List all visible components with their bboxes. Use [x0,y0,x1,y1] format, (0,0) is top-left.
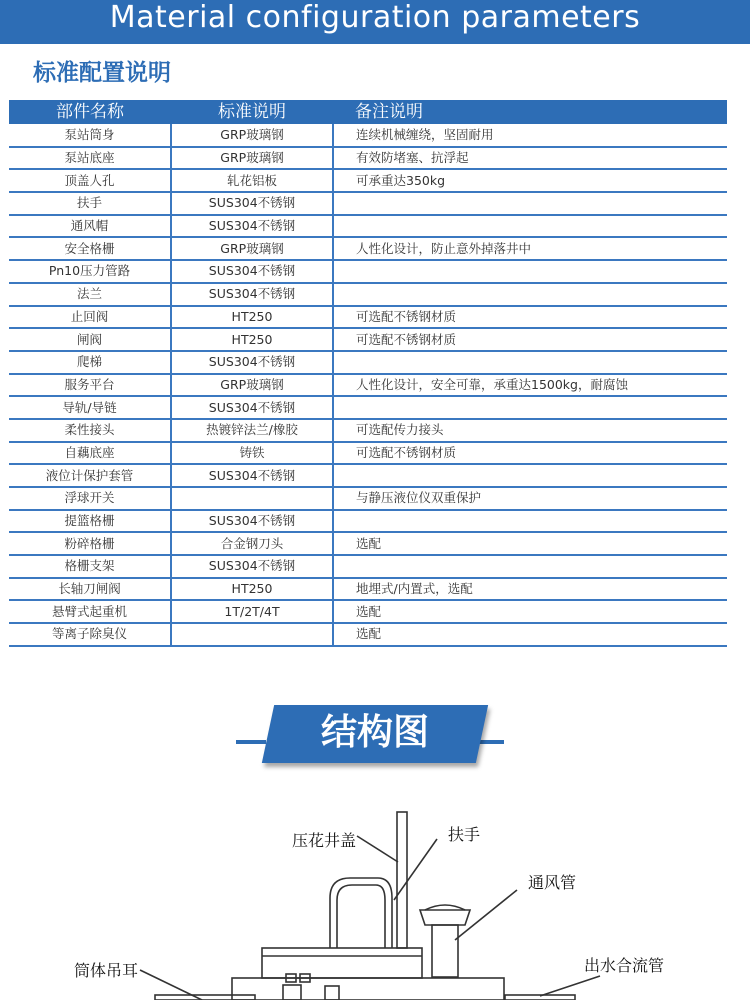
header-standard: 标准说明 [218,102,286,122]
standard-cell: GRP玻璃钢 [171,147,333,170]
remarks-cell: 可承重达350kg [333,169,727,192]
remarks-cell [333,351,727,374]
standard-cell: 热镀锌法兰/橡胶 [171,419,333,442]
part-name-cell: Pn10压力管路 [9,260,171,283]
header-part-name: 部件名称 [56,102,124,122]
table-row [9,510,727,533]
leader-vent [455,890,517,940]
standard-cell: SUS304不锈钢 [171,283,333,306]
part-name-cell: 闸阀 [9,328,171,351]
table-row [9,396,727,419]
part-name-cell: 液位计保护套管 [9,464,171,487]
standard-cell [171,623,333,646]
part-name-cell: 格栅支架 [9,555,171,578]
header-bar [0,0,750,44]
title-dash-left [236,740,266,744]
part-name-cell: 粉碎格栅 [9,532,171,555]
part-name-cell: 泵站底座 [9,147,171,170]
part-name-cell: 顶盖人孔 [9,169,171,192]
standard-cell: SUS304不锈钢 [171,464,333,487]
standard-cell: GRP玻璃钢 [171,237,333,260]
part-name-cell: 服务平台 [9,374,171,397]
table-row [9,374,727,397]
standard-cell: HT250 [171,578,333,601]
standard-cell: SUS304不锈钢 [171,192,333,215]
handrail-post [397,812,407,948]
structure-title: 结构图 [320,712,429,753]
standard-cell: HT250 [171,328,333,351]
part-name-cell: 爬梯 [9,351,171,374]
table-row [9,283,727,306]
remarks-cell: 可选配不锈钢材质 [333,328,727,351]
header-remarks: 备注说明 [355,102,423,122]
label-lifting-lug: 筒体吊耳 [74,961,139,980]
remarks-cell [333,464,727,487]
table-row [9,192,727,215]
standard-cell [171,487,333,510]
remarks-cell: 连续机械缠绕，坚固耐用 [333,124,727,147]
standard-cell: GRP玻璃钢 [171,124,333,147]
part-name-cell: 通风帽 [9,215,171,238]
section-subtitle: 标准配置说明 [33,60,171,86]
table-row [9,487,727,510]
remarks-cell: 可选配不锈钢材质 [333,306,727,329]
standard-cell: SUS304不锈钢 [171,555,333,578]
table-row [9,328,727,351]
structure-section-title [0,705,750,763]
table-row [9,147,727,170]
table-row [9,578,727,601]
remarks-cell: 可选配传力接头 [333,419,727,442]
label-outlet-pipe: 出水合流管 [584,956,665,975]
table-row [9,169,727,192]
remarks-cell: 可选配不锈钢材质 [333,442,727,465]
part-name-cell: 导轨/导链 [9,396,171,419]
table-row [9,600,727,623]
table-header-row [9,100,727,124]
standard-cell: SUS304不锈钢 [171,396,333,419]
standard-cell: 1T/2T/4T [171,600,333,623]
table-row [9,351,727,374]
part-name-cell: 法兰 [9,283,171,306]
structure-diagram [0,790,750,1000]
part-name-cell: 柔性接头 [9,419,171,442]
page-title: Material configuration parameters [109,0,641,35]
standard-cell: GRP玻璃钢 [171,374,333,397]
part-name-cell: 止回阀 [9,306,171,329]
table-row [9,464,727,487]
tank-top [232,978,504,1000]
standard-cell: 合金钢刀头 [171,532,333,555]
part-name-cell: 泵站筒身 [9,124,171,147]
standard-cell: 轧花铝板 [171,169,333,192]
vent-cap [420,910,470,925]
remarks-cell: 地埋式/内置式，选配 [333,578,727,601]
table-row [9,623,727,646]
leader-cover [357,836,398,862]
table-row [9,442,727,465]
remarks-cell [333,283,727,306]
label-vent: 通风管 [528,873,577,892]
remarks-cell [333,192,727,215]
remarks-cell: 选配 [333,600,727,623]
standard-cell: HT250 [171,306,333,329]
part-name-cell: 浮球开关 [9,487,171,510]
part-name-cell: 安全格栅 [9,237,171,260]
part-name-cell: 提篮格栅 [9,510,171,533]
standard-cell: 铸铁 [171,442,333,465]
part-name-cell: 扶手 [9,192,171,215]
standard-cell: SUS304不锈钢 [171,215,333,238]
part-name-cell: 悬臂式起重机 [9,600,171,623]
remarks-cell: 选配 [333,532,727,555]
remarks-cell: 选配 [333,623,727,646]
remarks-cell [333,555,727,578]
remarks-cell [333,396,727,419]
part-name-cell: 自藕底座 [9,442,171,465]
remarks-cell: 与静压液位仪双重保护 [333,487,727,510]
table-row [9,124,727,147]
table-row [9,419,727,442]
label-handrail: 扶手 [448,825,481,844]
table-row [9,555,727,578]
leader-outlet [540,976,600,996]
remarks-cell: 人性化设计，防止意外掉落井中 [333,237,727,260]
config-table [9,100,727,647]
remarks-cell [333,510,727,533]
part-name-cell: 长轴刀闸阀 [9,578,171,601]
table-row [9,532,727,555]
vent-pipe [432,925,458,977]
standard-cell: SUS304不锈钢 [171,351,333,374]
table-row [9,260,727,283]
remarks-cell: 人性化设计，安全可靠，承重达1500kg，耐腐蚀 [333,374,727,397]
standard-cell: SUS304不锈钢 [171,510,333,533]
table-row [9,237,727,260]
remarks-cell [333,260,727,283]
part-name-cell: 等离子除臭仪 [9,623,171,646]
label-cover: 压花井盖 [292,831,357,850]
table-row [9,215,727,238]
remarks-cell: 有效防堵塞、抗浮起 [333,147,727,170]
leader-handrail [394,839,437,900]
table-row [9,306,727,329]
standard-cell: SUS304不锈钢 [171,260,333,283]
remarks-cell [333,215,727,238]
